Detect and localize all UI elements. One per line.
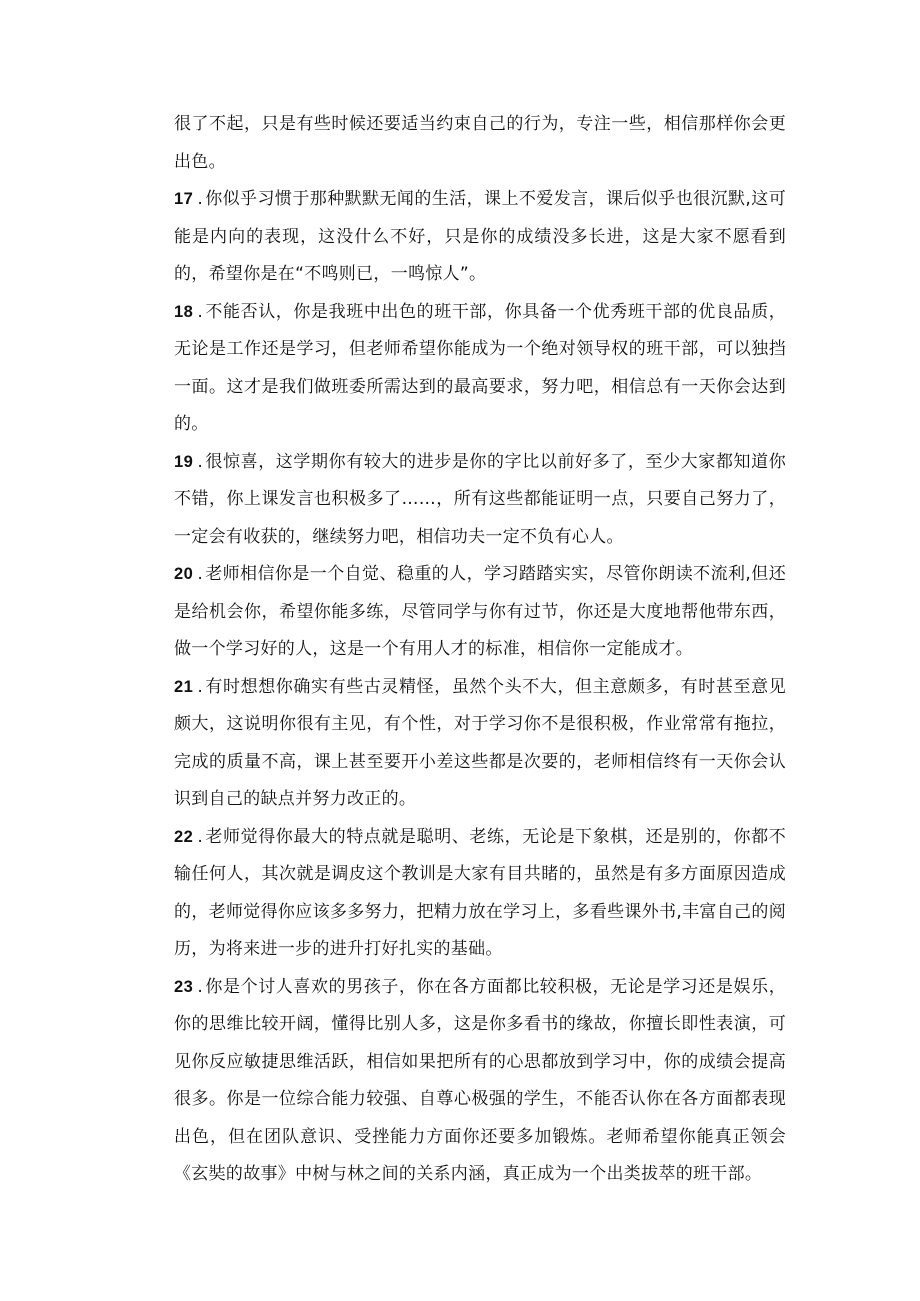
- entry-number: 19: [174, 452, 194, 471]
- comment-entry-18: [174, 294, 786, 444]
- document-body: [174, 106, 786, 1194]
- entry-number: 22: [174, 827, 194, 846]
- comment-entry-20: [174, 556, 786, 669]
- comment-entry-17: [174, 181, 786, 294]
- entry-text: 你是个讨人喜欢的男孩子，你在各方面都比较积极，无论是学习还是娱乐，你的思维比较开阔，懂得比别人多，这是你多看书的缘故，你擅长即性表演，可见你反应敏捷思维活跃，相信如果把所有的心思都放到学习中，你的成绩会提高很多。你是一位综合能力较强、自尊心极强的学生，不能否认你在各方面都表现出色，但在团队意识、受挫能力方面你还要多加锻炼。老师希望你能真正领会《玄奘的故事》中树与林之间的关系内涵，真正成为一个出类拔萃的班干部。: [174, 976, 786, 1184]
- entry-separator: .: [197, 676, 204, 697]
- entry-text: 老师相信你是一个自觉、稳重的人，学习踏踏实实，尽管你朗读不流利,但还是给机会你，希望你能多练，尽管同学与你有过节，你还是大度地帮他带东西，做一个学习好的人，这是一个有用人才的标准，相信你一定能成才。: [174, 564, 786, 659]
- entry-text: 很惊喜，这学期你有较大的进步是你的字比以前好多了，至少大家都知道你不错，你上课发言也积极多了……，所有这些都能证明一点，只要自己努力了，一定会有收获的，继续努力吧，相信功夫一定不负有心人。: [174, 451, 786, 547]
- entry-separator: .: [197, 976, 204, 997]
- entry-text: 有时想想你确实有些古灵精怪，虽然个头不大，但主意颇多，有时甚至意见颇大，这说明你很有主见，有个性，对于学习你不是很积极，作业常常有拖拉，完成的质量不高，课上甚至要开小差这些都是次要的，老师相信终有一天你会认识到自己的缺点并努力改正的。: [174, 676, 786, 809]
- entry-number: 20: [174, 565, 194, 583]
- entry-number: 17: [174, 190, 194, 208]
- entry-number: 23: [174, 977, 194, 996]
- comment-entry-22: [174, 819, 786, 969]
- entry-separator: .: [197, 564, 204, 584]
- entry-number: 21: [174, 677, 194, 696]
- entry-text: 老师觉得你最大的特点就是聪明、老练，无论是下象棋，还是别的，你都不输任何人，其次就是调皮这个教训是大家有目共睹的，虽然是有多方面原因造成的，老师觉得你应该多多努力，把精力放在学习上，多看些课外书,丰富自己的阅历，为将来进一步的进升打好扎实的基础。: [174, 826, 786, 959]
- entry-separator: .: [197, 826, 204, 847]
- entry-separator: .: [197, 189, 204, 209]
- entry-text: 你似乎习惯于那种默默无闻的生活，课上不爱发言，课后似乎也很沉默,这可能是内向的表现，这没什么不好，只是你的成绩没多长进，这是大家不愿看到的，希望你是在“不鸣则已，一鸣惊人”。: [174, 189, 786, 284]
- entry-separator: .: [197, 301, 204, 322]
- intro-continuation: 很了不起，只是有些时候还要适当约束自己的行为，专注一些，相信那样你会更出色。: [174, 114, 786, 172]
- comment-entry-19: [174, 444, 786, 557]
- comment-entry-23: [174, 969, 786, 1194]
- comment-entry-21: [174, 669, 786, 819]
- entry-separator: .: [197, 451, 204, 472]
- entry-text: 不能否认，你是我班中出色的班干部，你具备一个优秀班干部的优良品质，无论是工作还是学习，但老师希望你能成为一个绝对领导权的班干部，可以独挡一面。这才是我们做班委所需达到的最高要求，努力吧，相信总有一天你会达到的。: [174, 301, 786, 434]
- entry-number: 18: [174, 302, 194, 321]
